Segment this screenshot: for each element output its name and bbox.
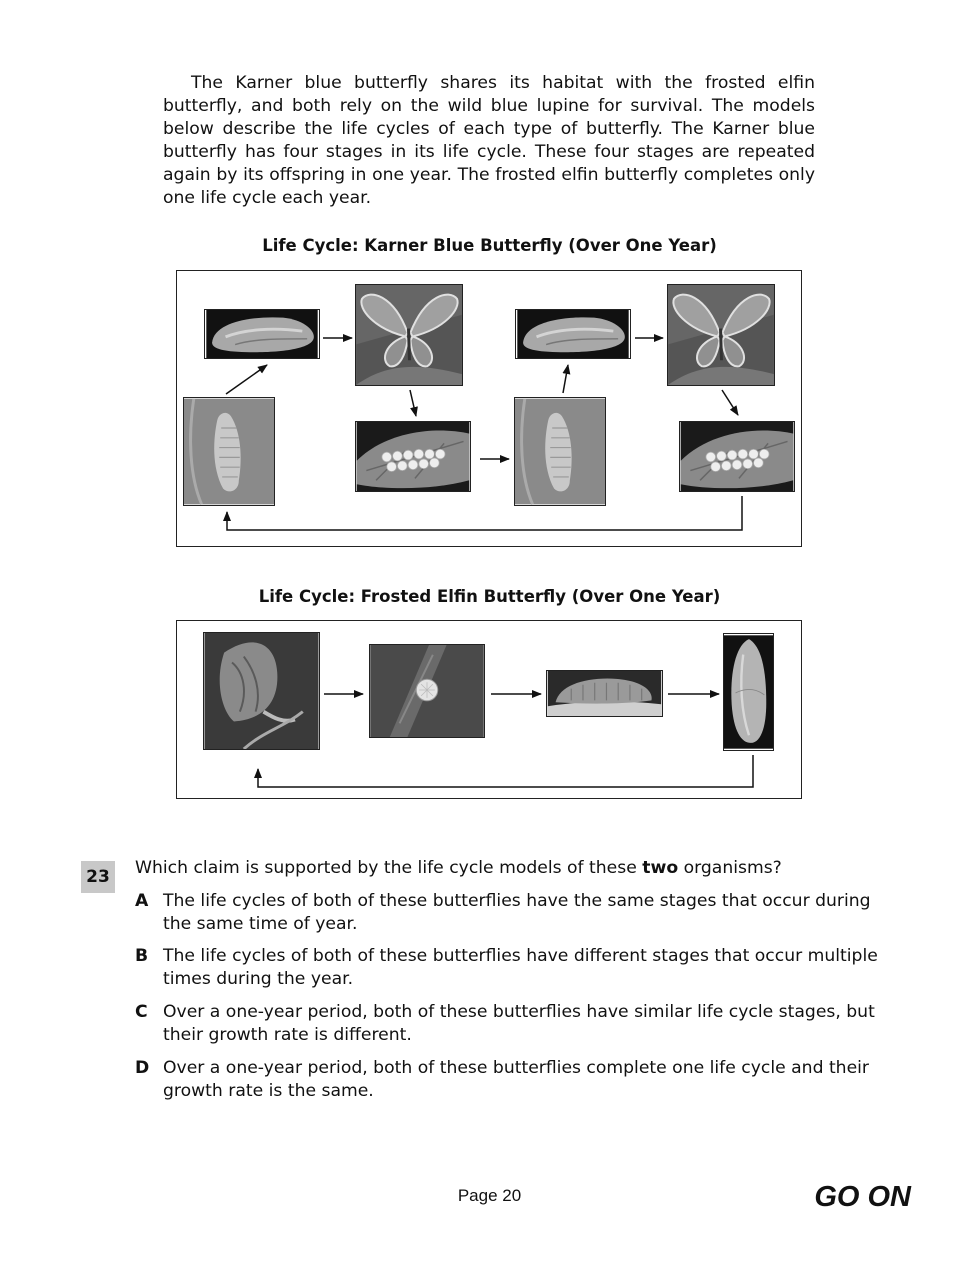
option-text: The life cycles of both of these butterflies have the same stages that occur during the same time of year. bbox=[163, 891, 871, 934]
karner-eggs-photo-2 bbox=[679, 421, 795, 492]
diagram1-title: Life Cycle: Karner Blue Butterfly (Over One Year) bbox=[262, 236, 717, 255]
question-stem: Which claim is supported by the life cycle models of these two organisms? bbox=[135, 858, 782, 878]
option-letter: D bbox=[135, 1058, 150, 1078]
elfin-adult-photo bbox=[203, 632, 320, 750]
passage bbox=[163, 72, 815, 210]
go-on-label: GO ON bbox=[814, 1181, 911, 1213]
karner-larva-photo-2 bbox=[514, 397, 606, 506]
question-number: 23 bbox=[81, 861, 115, 893]
option-text: Over a one-year period, both of these butterflies complete one life cycle and their growth rate is the same. bbox=[163, 1058, 869, 1101]
karner-eggs-photo-1 bbox=[355, 421, 471, 492]
elfin-larva-photo bbox=[546, 670, 663, 717]
karner-larva-photo-1 bbox=[183, 397, 275, 506]
option-text: The life cycles of both of these butterflies have different stages that occur multiple times during the year. bbox=[163, 946, 878, 989]
option-letter: A bbox=[135, 891, 149, 911]
karner-adult-photo-1 bbox=[355, 284, 463, 386]
option-letter: C bbox=[135, 1002, 148, 1022]
karner-pupa-photo-1 bbox=[204, 309, 320, 359]
option-text: Over a one-year period, both of these butterflies have similar life cycle stages, but their growth rate is different. bbox=[163, 1002, 875, 1045]
diagram2-title: Life Cycle: Frosted Elfin Butterfly (Over One Year) bbox=[258, 587, 721, 606]
karner-pupa-photo-2 bbox=[515, 309, 631, 359]
page-number: Page 20 bbox=[457, 1186, 522, 1205]
karner-adult-photo-2 bbox=[667, 284, 775, 386]
passage-text: The Karner blue butterfly shares its habitat with the frosted elfin butterfly, and both rely on the wild blue lupine for survival. The models below describe the life cycles of each type of butterfly. The Karner blue butterfly has four stages in its life cycle. These four stages are repeated again by its offspring in one year. The frosted elfin butterfly completes only one life cycle each year. bbox=[163, 73, 815, 208]
elfin-pupa-photo bbox=[723, 633, 774, 751]
option-letter: B bbox=[135, 946, 149, 966]
elfin-egg-photo bbox=[369, 644, 485, 738]
